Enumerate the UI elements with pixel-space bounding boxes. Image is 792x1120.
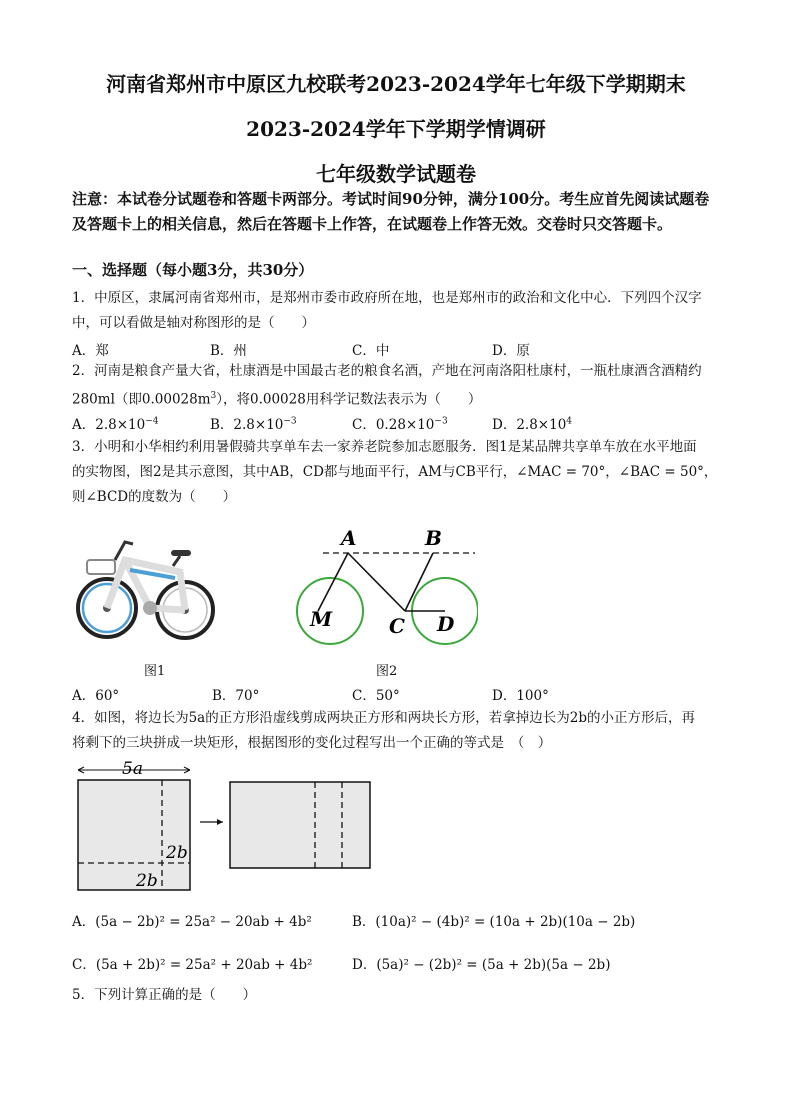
label-d: D [437, 612, 455, 636]
q2-option-a: A．$2.8\times 10^{-4}$ [72, 416, 159, 433]
exam-subtitle: 2023-2024学年下学期学情调研 [246, 117, 546, 141]
q4-option-d: D．(5a)² − (2b)² = (5a + 2b)(5a − 2b) [352, 957, 611, 973]
q3-option-b: B．70° [212, 688, 260, 704]
q1-option-a: A．郑 [72, 343, 109, 359]
q2-option-b: B．$2.8\times 10^{-3}$ [210, 416, 297, 433]
q2-option-c: C．$0.28\times 10^{-3}$ [352, 416, 448, 433]
q4-stem-line2: 将剩下的三块拼成一块矩形，根据图形的变化过程写出一个正确的等式是 （ ） [72, 735, 552, 751]
q3-option-d: D．100° [492, 688, 549, 704]
bicycle-illustration [75, 530, 220, 650]
label-b: B [425, 526, 442, 550]
section-heading: 一、选择题（每小题3分，共30分） [72, 261, 314, 279]
large-square [78, 780, 190, 890]
label-m: M [310, 607, 333, 631]
q1-option-d: D．原 [492, 343, 530, 359]
q1-option-c: C．中 [352, 343, 390, 359]
exam-title: 河南省郑州市中原区九校联考2023-2024学年七年级下学期期末 [106, 72, 686, 96]
q3-stem-line3: 则∠BCD的度数为（ ） [72, 489, 237, 505]
q4-option-a: A．(5a − 2b)² = 25a² − 20ab + 4b² [72, 914, 312, 930]
segment-am [318, 553, 348, 611]
paper-title: 七年级数学试题卷 [316, 162, 476, 186]
q3-option-a: A．60° [72, 688, 120, 704]
label-5a: 5a [122, 760, 143, 779]
q3-option-c: C．50° [352, 688, 400, 704]
q2-option-d: D．$2.8\times 10^4$ [492, 416, 573, 433]
q5-stem: 5．下列计算正确的是（ ） [72, 987, 257, 1003]
q2-stem-line1: 2．河南是粮食产量大省，杜康酒是中国最古老的粮食名酒，产地在河南洛阳杜康村，一瓶杜康酒含酒精约 [72, 363, 702, 379]
q1-option-b: B．州 [210, 343, 247, 359]
rearranged-rectangle [230, 782, 370, 868]
figure1-caption: 图1 [144, 664, 166, 679]
label-2b-right: 2b [166, 843, 188, 863]
q3-stem-line1: 3．小明和小华相约利用暑假骑共享单车去一家养老院参加志愿服务．图1是某品牌共享单车放在水平地面 [72, 439, 697, 455]
notice-text: 注意：本试卷分试题卷和答题卡两部分。考试时间90分钟，满分100分。考生应首先阅读试题卷及答题卡上的相关信息，然后在答题卡上作答，在试题卷上作答无效。交卷时只交答题卡。 [72, 190, 710, 233]
label-c: C [389, 614, 405, 638]
figure2-caption: 图2 [376, 664, 398, 679]
label-a: A [341, 526, 357, 550]
square-cutting-diagram [70, 760, 380, 895]
q3-stem-line2: 的实物图，图2是其示意图，其中AB，CD都与地面平行，AM与CB平行，∠MAC = 70°，∠BAC = 50°， [72, 464, 718, 480]
segment-ac [348, 553, 405, 611]
q2-stem-line2: 280ml（即$0.00028m^3$），将0.00028用科学记数法表示为（ ） [72, 391, 482, 408]
q4-stem-line1: 4．如图，将边长为5a的正方形沿虚线剪成两块正方形和两块长方形，若拿掉边长为2b的小正方形后，再 [72, 710, 695, 726]
label-2b-bottom: 2b [136, 871, 158, 891]
q4-option-c: C．(5a + 2b)² = 25a² + 20ab + 4b² [72, 957, 313, 973]
bicycle-schematic-diagram [288, 525, 478, 645]
q1-stem: 1．中原区，隶属河南省郑州市，是郑州市委市政府所在地，也是郑州市的政治和文化中心．下列四个汉字中，可以看做是轴对称图形的是（ ） [72, 290, 702, 331]
q4-option-b: B．(10a)² − (4b)² = (10a + 2b)(10a − 2b) [352, 914, 636, 930]
